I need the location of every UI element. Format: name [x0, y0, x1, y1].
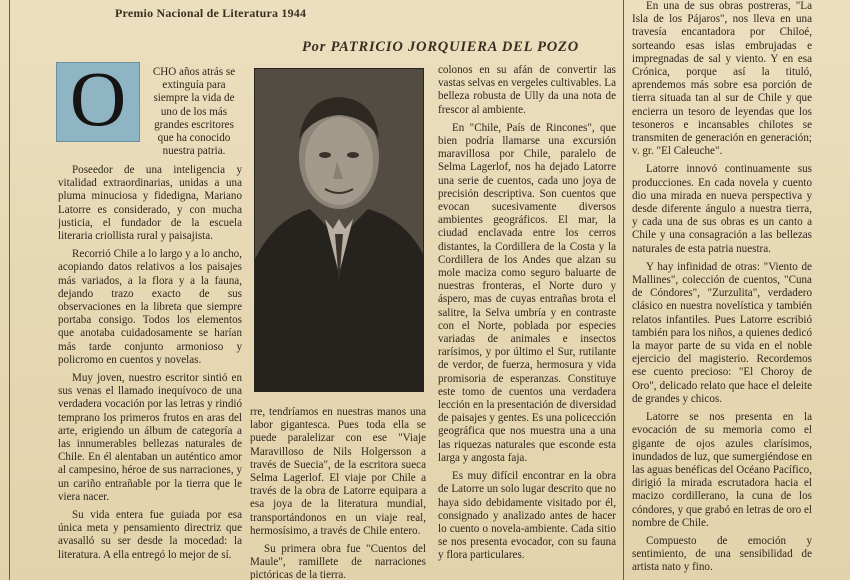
award-heading: Premio Nacional de Literatura 1944 [115, 6, 307, 20]
paragraph: Compuesto de emoción y sentimiento, de una sensibilidad de artista nato y fino. [632, 534, 812, 574]
paragraph: En una de sus obras postreras, "La Isla de los Pájaros", nos lleva en una travesía encantadora por Chiloé, sorteando esas islas embrujadas e impregnadas de sal y viento. Y en esa Crónica, porque así la tituló, aprendemos más sobre esa porción de tierra situada tan al sur de Chile y que encierra un tesoro de leyendas que los tesoneros e incansables chilotes se transmiten de generación en generación; v. gr. "El Caleuche". [632, 0, 812, 158]
article-byline: Por PATRICIO JORQUIERA DEL POZO [302, 39, 579, 55]
portrait-illustration [255, 69, 423, 391]
paragraph: Y hay infinidad de otras: "Viento de Mallines", colección de cuentos, "Cuna de Cóndores", "Zurzulita", verdadero clásico en nuestra novelística y también relatos infantiles. Pues Latorre escribió también para los niños, a quienes dedicó la mayor parte de su vida en el noble ejercicio del magisterio. Recordemos ese cuento precioso: "El Choroy de Oro", delicado relato que hace el deleite de grandes y chicos. [632, 260, 812, 405]
paragraph: rre, tendríamos en nuestras manos una labor gigantesca. Pues toda ella se puede paralelizar con ese "Viaje Maravilloso de Nils Holgersson a través de Suecia", de la escritora sueca Selma Lagerlof. El viaje por Chile a través de la obra de Latorre equipara a esa joya de la literatura mundial, transportándonos en un viaje real, hermosísimo, a través de Chile entero. [250, 406, 426, 537]
author-portrait-photo [254, 68, 424, 392]
column-rule-right [623, 0, 624, 580]
paragraph: Latorre innovó continuamente sus producciones. En cada novela y cuento dio una mirada en nueva perspectiva y desde diferente ángulo a nuestra tierra, y cada una de sus obras es un canto a Chile y una consagración a las bellezas naturales de esta patria nuestra. [632, 163, 812, 255]
paragraph: Es muy difícil encontrar en la obra de Latorre un solo lugar descrito que no haya sido debidamente visitado por él, consignado y analizado antes de hacer lo cuento o novela-ambiente. Cada sitio se nos presenta evocador, con su fauna y flora particulares. [438, 470, 616, 562]
paragraph: colonos en su afán de convertir las vastas selvas en vergeles cultivables. La belleza robusta de Ully da una nota de frescor al ambiente. [438, 64, 616, 116]
drop-cap [56, 55, 140, 142]
column-2 [250, 406, 426, 580]
column-3 [438, 64, 616, 580]
paragraph: Recorrió Chile a lo largo y a lo ancho, acopiando datos relativos a los paisajes más variados, a la flora y a la fauna, dejando trazo exacto de sus observaciones en la libreta que siempre portaba consigo. Todos los elementos que anotaba cuidadosamente se harían más tarde conjunto armonioso y policromo en cuentos y novelas. [58, 248, 242, 366]
column-4 [632, 0, 812, 580]
paragraph: Latorre se nos presenta en la evocación de su memoria como el gigante de ojos azules clarísimos, inundados de luz, que sumergiéndose en las aguas benéficas del Océano Pacífico, dirigió la mirada escrutadora hacia el macizo cordillerano, la cuna de los cóndores, y que grabó en letras de oro el nombre de Chile. [632, 411, 812, 529]
article-lead [146, 66, 242, 158]
column-rule-left [9, 0, 10, 580]
paragraph: Poseedor de una inteligencia y vitalidad extraordinarias, unidas a una pluma minuciosa y fidedigna, Mariano Latorre es considerado, y con mucha justicia, el fundador de la escuela literaria criollista rural y paisajista. [58, 164, 242, 243]
drop-cap-letter: O [69, 55, 127, 142]
paragraph: En "Chile, País de Rincones", que bien podría llamarse una excursión maravillosa por Chile, paralelo de Selma Lagerlof, nos ha dejado Latorre una serie de cuentos, cada uno joya de precisión descriptiva. Son cuentos que evocan sucesivamente diversos ambientes geográficos. El mar, la ciudad enclavada entre los cerros distantes, la Cordillera de la Costa y la Cordillera de los Andes que alzan su mole maciza como seguro baluarte de nuestras fronteras, el Norte duro y áspero, mas de cuyas entrañas brota el salitre, la Selva umbría y en contraste con el Norte, poblada por especies variadas de animales e insectos rarísimos, y por último el Sur, rutilante de verdor, de fuerza, hermosura y vida promisoria de esperanzas. Constituye este tomo de cuentos una verdadera lección en la presentación de diversidad de paisajes y gentes. Es una policección geográfica que nos muestra una a una las riquezas naturales que esconde esta larga y angosta faja. [438, 121, 616, 464]
lead-paragraph: CHO años atrás se extinguía para siempre la vida de uno de los más grandes escritores que ha conocido nuestra patria. [152, 66, 236, 158]
column-1 [58, 164, 242, 580]
paragraph: Muy joven, nuestro escritor sintió en sus venas el llamado inequívoco de una verdadera vocación por las letras y rindió temprano los primeros frutos en aras del arte, erigiendo un álbum de categoría a las innumerables bellezas naturales de Chile. En él alentaban un auténtico amor al campesino, héroe de sus narraciones, y un cariño entrañable por la tierra que le viera nacer. [58, 372, 242, 503]
paragraph: Su vida entera fue guiada por esa única meta y pensamiento directriz que avasalló su ser desde la mocedad: la literatura. A ella entregó lo mejor de sí. [58, 509, 242, 561]
paragraph: Su primera obra fue "Cuentos del Maule", ramillete de narraciones pictóricas de la tierra. [250, 543, 426, 580]
